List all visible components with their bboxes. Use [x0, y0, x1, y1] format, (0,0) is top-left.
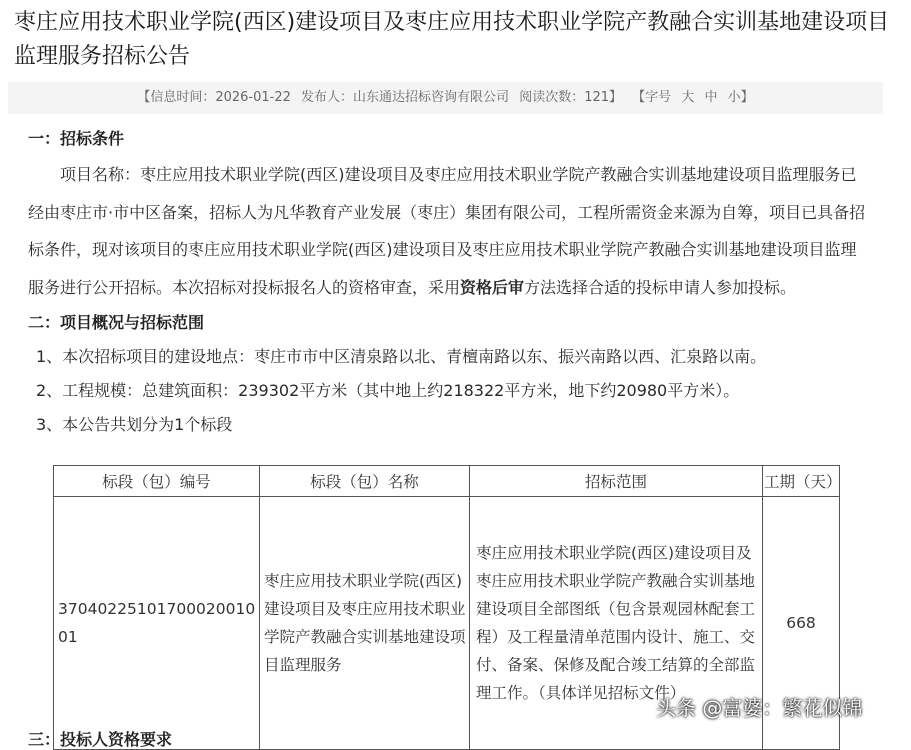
para-text-a: 项目名称：枣庄应用技术职业学院(西区)建设项目及枣庄应用技术职业学院产教融合实训基地建设项目监理服务已经由枣庄市·市中区备案，招标人为凡华教育产业发展（枣庄）集团有限公司，工程所需资金来源为自筹，项目已具备招标条件，现对该项目的枣庄应用技术职业学院(西区)建设项目及枣庄应用技术职业学院产教融合实训基地建设项目监理服务进行公开招标。本次招标对投标报名人的资格审查，采用	[28, 165, 866, 297]
font-size-small-link[interactable]: 小】	[727, 90, 754, 105]
table-header-scope: 招标范围	[470, 466, 763, 497]
list-item: 2、工程规模：总建筑面积：239302平方米（其中地上约218322平方米，地下约20980平方米）。	[36, 381, 740, 400]
cell-name: 枣庄应用技术职业学院(西区)建设项目及枣庄应用技术职业学院产教融合实训基地建设项目监理服务	[260, 497, 470, 750]
table-header-row	[54, 466, 840, 497]
section-heading-2: 二：项目概况与招标范围	[28, 313, 205, 332]
cell-duration: 668	[763, 497, 840, 750]
view-count: 阅读次数：121】	[519, 90, 623, 105]
table-header-duration: 工期（天）	[763, 466, 840, 497]
page-title: 枣庄应用技术职业学院(西区)建设项目及枣庄应用技术职业学院产教融合实训基地建设项目监理服务招标公告	[14, 10, 890, 69]
publisher: 发布人：山东通达招标咨询有限公司	[301, 90, 510, 105]
para-text-b: 方法选择合适的投标申请人参加投标。	[524, 277, 797, 297]
article-meta	[8, 82, 883, 114]
para-bold-term: 资格后审	[460, 277, 525, 297]
list-item: 3、本公告共划分为1个标段	[36, 415, 233, 434]
section1-paragraph	[0, 156, 911, 306]
watermark-text: 头条 @富婆：繁花似锦	[656, 696, 863, 720]
table-header-name: 标段（包）名称	[260, 466, 470, 497]
font-size-medium-link[interactable]: 中	[704, 90, 718, 105]
list-item: 1、本次招标项目的建设地点：枣庄市市中区清泉路以北、青檀南路以东、振兴南路以西、汇泉路以南。	[36, 347, 767, 366]
section-heading-1: 一：招标条件	[28, 129, 125, 148]
font-size-label: 【字号	[632, 90, 672, 105]
cell-scope: 枣庄应用技术职业学院(西区)建设项目及枣庄应用技术职业学院产教融合实训基地建设项目全部图纸（包含景观园林配套工程）及工程量清单范围内设计、施工、交付、备案、保修及配合竣工结算的全部监理工作。（具体详见招标文件）	[470, 497, 763, 750]
info-time: 【信息时间：2026-01-22	[137, 90, 291, 105]
table-header-code: 标段（包）编号	[54, 466, 260, 497]
font-size-large-link[interactable]: 大	[681, 90, 695, 105]
cell-code: 3704022510170002001001	[54, 497, 260, 750]
section-heading-3-partial: 三：投标人资格要求	[28, 730, 173, 749]
